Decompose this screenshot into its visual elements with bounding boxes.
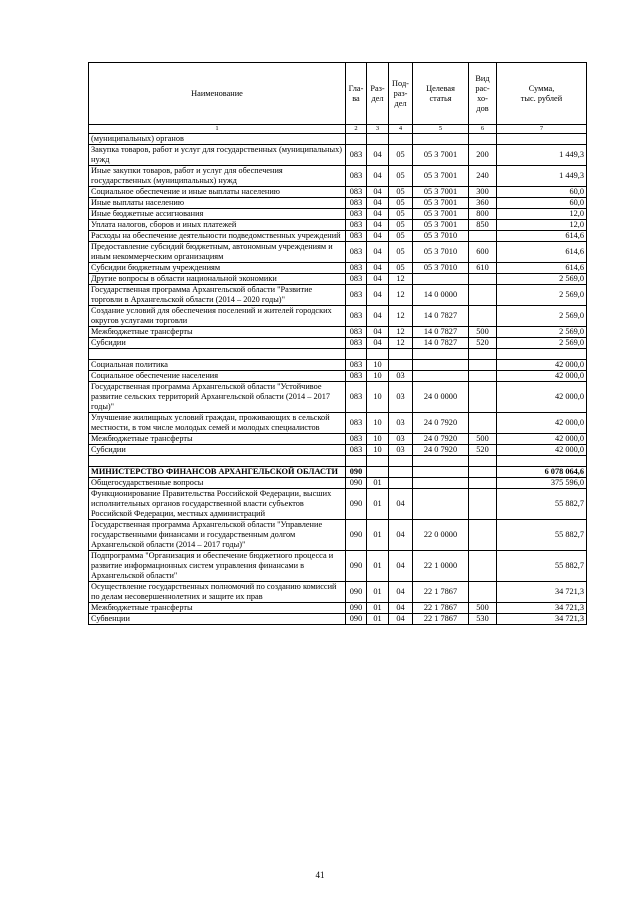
row-sum: 55 882,7 (497, 551, 587, 582)
row-podrazdel: 04 (389, 551, 413, 582)
row-sum: 60,0 (497, 198, 587, 209)
header-razdel: Раз- дел (367, 63, 389, 125)
row-name: Государственная программа Архангельской области "Управление государственными финансами и государственным долгом Архангельской области (2014 – 2017 годы)" (89, 520, 346, 551)
table-row (89, 434, 587, 445)
row-glava: 083 (346, 382, 367, 413)
row-podrazdel: 05 (389, 198, 413, 209)
row-target-article: 05 3 7001 (413, 187, 469, 198)
row-name: Субсидии бюджетным учреждениям (89, 263, 346, 274)
row-target-article: 22 1 7867 (413, 603, 469, 614)
row-expense-type (469, 478, 497, 489)
table-row (89, 306, 587, 327)
column-number: 5 (413, 125, 469, 134)
header-target-article: Целевая статья (413, 63, 469, 125)
row-podrazdel: 03 (389, 371, 413, 382)
row-glava: 083 (346, 263, 367, 274)
row-razdel (367, 456, 389, 467)
row-glava: 090 (346, 551, 367, 582)
row-glava: 090 (346, 614, 367, 625)
row-name (89, 349, 346, 360)
row-expense-type: 200 (469, 145, 497, 166)
row-expense-type: 610 (469, 263, 497, 274)
row-razdel: 04 (367, 145, 389, 166)
table-row (89, 349, 587, 360)
row-target-article: 05 3 7010 (413, 242, 469, 263)
row-sum: 1 449,3 (497, 166, 587, 187)
table-row (89, 145, 587, 166)
row-razdel: 01 (367, 489, 389, 520)
row-target-article: 22 0 0000 (413, 520, 469, 551)
row-name: Межбюджетные трансферты (89, 434, 346, 445)
table-row (89, 242, 587, 263)
row-sum (497, 456, 587, 467)
row-name: Предоставление субсидий бюджетным, автономным учреждениям и иным некоммерческим организациям (89, 242, 346, 263)
row-glava: 083 (346, 198, 367, 209)
row-razdel: 10 (367, 445, 389, 456)
row-sum: 42 000,0 (497, 371, 587, 382)
row-glava: 083 (346, 306, 367, 327)
row-razdel: 01 (367, 603, 389, 614)
page-number: 41 (315, 870, 325, 880)
row-sum: 2 569,0 (497, 338, 587, 349)
row-target-article: 22 1 0000 (413, 551, 469, 582)
row-expense-type: 530 (469, 614, 497, 625)
row-razdel: 04 (367, 209, 389, 220)
row-target-article: 05 3 7010 (413, 231, 469, 242)
row-podrazdel (389, 478, 413, 489)
row-podrazdel: 05 (389, 187, 413, 198)
row-glava: 090 (346, 489, 367, 520)
row-sum: 60,0 (497, 187, 587, 198)
row-razdel (367, 467, 389, 478)
row-expense-type: 800 (469, 209, 497, 220)
row-podrazdel: 05 (389, 209, 413, 220)
row-expense-type (469, 306, 497, 327)
row-sum: 42 000,0 (497, 382, 587, 413)
table-row (89, 274, 587, 285)
row-razdel: 04 (367, 231, 389, 242)
row-target-article (413, 467, 469, 478)
row-name: Субвенции (89, 614, 346, 625)
row-podrazdel: 12 (389, 327, 413, 338)
row-sum: 6 078 064,6 (497, 467, 587, 478)
row-podrazdel: 04 (389, 582, 413, 603)
row-sum: 34 721,3 (497, 582, 587, 603)
row-sum: 2 569,0 (497, 306, 587, 327)
row-podrazdel: 12 (389, 274, 413, 285)
budget-table-page (88, 62, 586, 625)
row-sum: 42 000,0 (497, 413, 587, 434)
row-razdel: 04 (367, 242, 389, 263)
table-row (89, 285, 587, 306)
row-expense-type (469, 360, 497, 371)
row-target-article: 05 3 7010 (413, 263, 469, 274)
header-glava: Гла- ва (346, 63, 367, 125)
row-target-article (413, 478, 469, 489)
row-razdel: 04 (367, 166, 389, 187)
table-row (89, 338, 587, 349)
table-row (89, 603, 587, 614)
row-podrazdel: 05 (389, 145, 413, 166)
row-expense-type (469, 349, 497, 360)
row-target-article: 14 0 7827 (413, 306, 469, 327)
row-expense-type (469, 467, 497, 478)
row-expense-type: 850 (469, 220, 497, 231)
row-glava: 083 (346, 166, 367, 187)
row-expense-type: 500 (469, 327, 497, 338)
row-razdel: 10 (367, 360, 389, 371)
row-podrazdel: 05 (389, 220, 413, 231)
row-target-article: 14 0 7827 (413, 338, 469, 349)
row-glava: 083 (346, 434, 367, 445)
row-sum: 2 569,0 (497, 285, 587, 306)
row-name: Улучшение жилищных условий граждан, проживающих в сельской местности, в том числе молодых семей и молодых специалистов (89, 413, 346, 434)
row-sum: 614,6 (497, 263, 587, 274)
row-name: МИНИСТЕРСТВО ФИНАНСОВ АРХАНГЕЛЬСКОЙ ОБЛАСТИ (89, 467, 346, 478)
row-expense-type (469, 489, 497, 520)
row-target-article (413, 489, 469, 520)
row-target-article: 05 3 7001 (413, 145, 469, 166)
row-razdel: 04 (367, 327, 389, 338)
row-name: Иные бюджетные ассигнования (89, 209, 346, 220)
row-target-article: 14 0 7827 (413, 327, 469, 338)
table-row (89, 445, 587, 456)
row-podrazdel: 12 (389, 306, 413, 327)
row-name: Межбюджетные трансферты (89, 327, 346, 338)
row-podrazdel: 04 (389, 603, 413, 614)
row-sum: 12,0 (497, 209, 587, 220)
row-name: Другие вопросы в области национальной экономики (89, 274, 346, 285)
row-razdel: 04 (367, 187, 389, 198)
row-glava: 083 (346, 371, 367, 382)
row-expense-type (469, 551, 497, 582)
row-glava: 083 (346, 445, 367, 456)
row-podrazdel (389, 467, 413, 478)
row-glava: 083 (346, 209, 367, 220)
row-target-article: 24 0 7920 (413, 445, 469, 456)
row-glava: 083 (346, 220, 367, 231)
table-row (89, 551, 587, 582)
row-target-article: 05 3 7001 (413, 220, 469, 231)
row-expense-type (469, 231, 497, 242)
row-name: Субсидии (89, 338, 346, 349)
row-expense-type: 520 (469, 338, 497, 349)
row-razdel: 10 (367, 382, 389, 413)
row-expense-type: 600 (469, 242, 497, 263)
row-expense-type: 500 (469, 603, 497, 614)
row-name: Закупка товаров, работ и услуг для государственных (муниципальных) нужд (89, 145, 346, 166)
row-expense-type (469, 413, 497, 434)
row-razdel: 10 (367, 371, 389, 382)
table-row (89, 582, 587, 603)
row-razdel (367, 349, 389, 360)
row-sum (497, 349, 587, 360)
row-glava: 083 (346, 231, 367, 242)
row-name: Подпрограмма "Организация и обеспечение бюджетного процесса и развитие информационных систем управления финансами в Архангельской области" (89, 551, 346, 582)
row-target-article: 22 1 7867 (413, 582, 469, 603)
row-name: Межбюджетные трансферты (89, 603, 346, 614)
row-target-article (413, 274, 469, 285)
row-name: Функционирование Правительства Российской Федерации, высших исполнительных органов государственной власти субъектов Российской Федерации, местных администраций (89, 489, 346, 520)
row-target-article: 14 0 0000 (413, 285, 469, 306)
row-expense-type: 520 (469, 445, 497, 456)
row-name: Субсидии (89, 445, 346, 456)
header-sum: Сумма, тыс. рублей (497, 63, 587, 125)
table-row (89, 220, 587, 231)
row-target-article (413, 456, 469, 467)
row-glava: 083 (346, 338, 367, 349)
row-podrazdel: 03 (389, 382, 413, 413)
table-row (89, 371, 587, 382)
column-number: 7 (497, 125, 587, 134)
row-target-article (413, 349, 469, 360)
row-name: Иные закупки товаров, работ и услуг для обеспечения государственных (муниципальных) нужд (89, 166, 346, 187)
table-row (89, 360, 587, 371)
row-podrazdel: 05 (389, 242, 413, 263)
row-glava (346, 134, 367, 145)
row-target-article: 24 0 7920 (413, 434, 469, 445)
row-expense-type: 360 (469, 198, 497, 209)
column-number: 6 (469, 125, 497, 134)
row-target-article: 05 3 7001 (413, 166, 469, 187)
row-glava: 090 (346, 603, 367, 614)
table-row (89, 187, 587, 198)
row-glava: 083 (346, 145, 367, 166)
row-sum (497, 134, 587, 145)
row-razdel: 10 (367, 413, 389, 434)
column-number: 1 (89, 125, 346, 134)
row-glava: 083 (346, 360, 367, 371)
table-row (89, 520, 587, 551)
row-expense-type (469, 371, 497, 382)
row-sum: 1 449,3 (497, 145, 587, 166)
row-razdel: 04 (367, 220, 389, 231)
table-row (89, 134, 587, 145)
row-name: Осуществление государственных полномочий по созданию комиссий по делам несовершеннолетних и защите их прав (89, 582, 346, 603)
row-name: Общегосударственные вопросы (89, 478, 346, 489)
row-name: Иные выплаты населению (89, 198, 346, 209)
row-expense-type: 300 (469, 187, 497, 198)
row-razdel: 01 (367, 614, 389, 625)
table-row (89, 382, 587, 413)
row-name: Расходы на обеспечение деятельности подведомственных учреждений (89, 231, 346, 242)
row-razdel: 04 (367, 306, 389, 327)
row-sum: 55 882,7 (497, 489, 587, 520)
table-header-row (89, 63, 587, 125)
row-podrazdel: 05 (389, 231, 413, 242)
row-podrazdel (389, 349, 413, 360)
row-target-article: 05 3 7001 (413, 198, 469, 209)
row-glava: 083 (346, 285, 367, 306)
row-target-article: 22 1 7867 (413, 614, 469, 625)
row-sum: 2 569,0 (497, 274, 587, 285)
row-razdel: 04 (367, 198, 389, 209)
row-target-article (413, 134, 469, 145)
row-expense-type (469, 134, 497, 145)
row-razdel: 01 (367, 478, 389, 489)
table-row (89, 166, 587, 187)
table-row (89, 263, 587, 274)
row-glava (346, 349, 367, 360)
row-name: Создание условий для обеспечения поселений и жителей городских округов услугами торговли (89, 306, 346, 327)
row-podrazdel: 04 (389, 489, 413, 520)
table-row (89, 413, 587, 434)
row-name: Уплата налогов, сборов и иных платежей (89, 220, 346, 231)
row-sum: 42 000,0 (497, 360, 587, 371)
row-podrazdel: 04 (389, 520, 413, 551)
row-glava: 090 (346, 467, 367, 478)
row-name: Социальное обеспечение и иные выплаты населению (89, 187, 346, 198)
row-sum: 42 000,0 (497, 434, 587, 445)
column-number: 2 (346, 125, 367, 134)
row-sum: 34 721,3 (497, 614, 587, 625)
row-glava: 090 (346, 582, 367, 603)
row-glava: 083 (346, 327, 367, 338)
table-row (89, 198, 587, 209)
row-razdel: 01 (367, 520, 389, 551)
row-sum: 55 882,7 (497, 520, 587, 551)
row-glava: 083 (346, 413, 367, 434)
table-row (89, 478, 587, 489)
row-name: Социальное обеспечение населения (89, 371, 346, 382)
column-number: 3 (367, 125, 389, 134)
row-expense-type (469, 582, 497, 603)
row-razdel (367, 134, 389, 145)
row-glava: 083 (346, 274, 367, 285)
row-expense-type (469, 382, 497, 413)
column-number-row (89, 125, 587, 134)
row-expense-type (469, 285, 497, 306)
header-name: Наименование (89, 63, 346, 125)
table-row (89, 327, 587, 338)
row-razdel: 01 (367, 551, 389, 582)
row-podrazdel: 05 (389, 166, 413, 187)
row-podrazdel: 12 (389, 338, 413, 349)
row-glava: 090 (346, 520, 367, 551)
budget-table (88, 62, 587, 625)
row-razdel: 04 (367, 338, 389, 349)
row-sum: 42 000,0 (497, 445, 587, 456)
row-glava: 083 (346, 187, 367, 198)
row-name: Социальная политика (89, 360, 346, 371)
table-row (89, 209, 587, 220)
row-podrazdel: 03 (389, 413, 413, 434)
row-podrazdel: 03 (389, 445, 413, 456)
row-sum: 614,6 (497, 231, 587, 242)
table-row (89, 467, 587, 478)
row-podrazdel (389, 360, 413, 371)
row-sum: 12,0 (497, 220, 587, 231)
row-glava: 083 (346, 242, 367, 263)
row-glava (346, 456, 367, 467)
row-name: (муниципальных) органов (89, 134, 346, 145)
header-expense-type: Вид рас- хо- дов (469, 63, 497, 125)
row-sum: 2 569,0 (497, 327, 587, 338)
row-podrazdel: 04 (389, 614, 413, 625)
row-expense-type (469, 520, 497, 551)
row-expense-type (469, 456, 497, 467)
row-name (89, 456, 346, 467)
row-target-article (413, 371, 469, 382)
row-sum: 34 721,3 (497, 603, 587, 614)
row-podrazdel: 12 (389, 285, 413, 306)
table-row (89, 231, 587, 242)
row-target-article: 24 0 7920 (413, 413, 469, 434)
header-podrazdel: Под- раз- дел (389, 63, 413, 125)
row-glava: 090 (346, 478, 367, 489)
row-sum: 614,6 (497, 242, 587, 263)
row-razdel: 04 (367, 274, 389, 285)
row-razdel: 10 (367, 434, 389, 445)
row-razdel: 01 (367, 582, 389, 603)
row-razdel: 04 (367, 285, 389, 306)
row-razdel: 04 (367, 263, 389, 274)
row-target-article: 05 3 7001 (413, 209, 469, 220)
table-row (89, 614, 587, 625)
row-expense-type: 500 (469, 434, 497, 445)
row-name: Государственная программа Архангельской области "Развитие торговли в Архангельской области (2014 – 2020 годы)" (89, 285, 346, 306)
row-podrazdel (389, 456, 413, 467)
row-target-article: 24 0 0000 (413, 382, 469, 413)
row-podrazdel (389, 134, 413, 145)
row-expense-type (469, 274, 497, 285)
row-podrazdel: 05 (389, 263, 413, 274)
table-row (89, 456, 587, 467)
row-target-article (413, 360, 469, 371)
table-row (89, 489, 587, 520)
column-number: 4 (389, 125, 413, 134)
row-sum: 375 596,0 (497, 478, 587, 489)
row-name: Государственная программа Архангельской области "Устойчивое развитие сельских территорий Архангельской области (2014 – 2017 годы)" (89, 382, 346, 413)
row-podrazdel: 03 (389, 434, 413, 445)
row-expense-type: 240 (469, 166, 497, 187)
